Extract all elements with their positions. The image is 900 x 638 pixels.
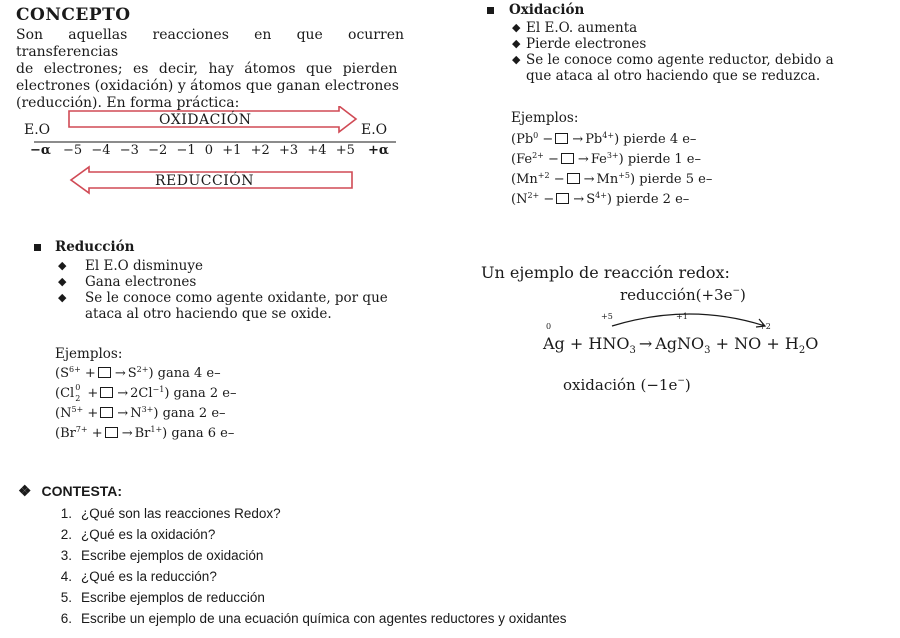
oxidacion-title: Oxidación: [509, 2, 585, 18]
four-diamond-icon: ❖: [18, 483, 32, 500]
oxidacion-scale-label: OXIDACIÓN: [159, 112, 252, 128]
scale-tick: −1: [176, 143, 196, 158]
questions-list: [46, 503, 567, 629]
reduccion-bullet: Se le conoce como agente oxidante, por que: [85, 290, 388, 306]
oxidacion-bullet: Se le conoce como agente reductor, debido a: [526, 52, 834, 68]
reduccion-curve-arrow: [600, 300, 780, 330]
reduccion-bullets: [58, 258, 448, 322]
ox-state-n-hno3: +5: [601, 312, 613, 321]
right-arrow-icon: →: [572, 132, 584, 147]
right-arrow-icon: →: [638, 334, 653, 353]
scale-tick: +3: [278, 143, 299, 158]
ox-state-ag-agno3: +1: [676, 312, 688, 321]
question-item: 3. Escribe ejemplos de oxidación: [60, 548, 264, 563]
reduccion-scale-label: REDUCCIÓN: [155, 173, 254, 189]
reduccion-ejemplos-title: Ejemplos:: [55, 346, 123, 362]
scale-tick: +5: [335, 143, 355, 158]
blank-box: [556, 193, 569, 204]
redox-example-title: Un ejemplo de reacción redox:: [481, 263, 730, 282]
blank-box: [567, 173, 580, 184]
blank-box: [100, 387, 113, 398]
scale-tick: 0: [204, 143, 214, 158]
minus-alpha-label: −α: [30, 143, 51, 158]
diamond-bullet-icon: ◆: [512, 37, 521, 50]
eo-right-label: E.O: [361, 122, 388, 138]
oxidacion-bullet-square: [487, 7, 494, 14]
right-arrow-icon: →: [117, 406, 129, 421]
oxidacion-example: ($N^{2+}$ − → $S^{4+}$) pierde 2 e–: [511, 191, 690, 207]
concepto-title: CONCEPTO: [16, 5, 131, 25]
plus-alpha-label: +α: [368, 143, 389, 158]
diamond-bullet-icon: ◆: [58, 291, 67, 304]
oxidacion-example: (Pb$^0$ − → $Pb^{4+}$) pierde 4 e–: [511, 131, 697, 147]
scale-tick: −4: [91, 143, 111, 158]
concepto-line-4: (reducción). En forma práctica:: [16, 95, 240, 111]
blank-box: [555, 133, 568, 144]
blank-box: [98, 367, 111, 378]
contesta-heading: [18, 482, 122, 500]
right-arrow-icon: →: [577, 152, 589, 167]
reduccion-title: Reducción: [55, 239, 135, 255]
right-arrow-icon: →: [114, 366, 126, 381]
blank-box: [561, 153, 574, 164]
oxidacion-bullets: [512, 20, 857, 84]
diamond-bullet-icon: ◆: [58, 259, 67, 272]
diamond-bullet-icon: ◆: [58, 275, 67, 288]
oxidacion-bullet: que ataca al otro haciendo que se reduzca.: [526, 68, 821, 84]
ox-state-ag: 0: [546, 322, 552, 331]
concepto-paragraph: [16, 27, 404, 112]
oxidacion-annotation: oxidación (−1e−): [563, 376, 691, 394]
diamond-bullet-icon: ◆: [512, 21, 521, 34]
blank-box: [100, 407, 113, 418]
oxidacion-example: ($Fe^{2+}$ − → $Fe^{3+}$) pierde 1 e–: [511, 151, 701, 167]
diamond-bullet-icon: ◆: [512, 53, 521, 66]
question-item: 2. ¿Qué es la oxidación?: [60, 527, 216, 542]
contesta-title: CONTESTA:: [41, 483, 123, 499]
reduccion-bullet: ataca al otro haciendo que se oxide.: [85, 306, 332, 322]
scale-tick: +4: [307, 143, 327, 158]
right-arrow-icon: →: [573, 192, 585, 207]
right-arrow-icon: →: [121, 426, 133, 441]
blank-box: [105, 427, 118, 438]
question-item: 4. ¿Qué es la reducción?: [60, 569, 217, 584]
reduccion-annotation: reducción(+3e−): [620, 286, 746, 304]
right-arrow-icon: →: [583, 172, 595, 187]
scale-tick: +2: [250, 143, 270, 158]
concepto-line-3: electrones (oxidación) y átomos que ganan electrones: [16, 78, 399, 94]
reduccion-bullet-square: [34, 244, 41, 251]
redox-equation: $Ag + HNO_3$ → AgNO$_3$ + NO + $H_2O$: [543, 334, 819, 356]
question-item: 6. Escribe un ejemplo de una ecuación química con agentes reductores y oxidantes: [60, 611, 567, 626]
reduccion-example: ($S^{6+}$ + → $S^{2+}$) gana 4 e–: [55, 365, 221, 381]
oxidacion-example: ($Mn^{+2}$ − → $Mn^{+5}$) pierde 5 e–: [511, 171, 713, 187]
reduccion-bullet: Gana electrones: [85, 274, 197, 290]
scale-tick: −3: [119, 143, 139, 158]
reduccion-example: ($N^{5+}$ + → $N^{3+}$) gana 2 e–: [55, 405, 226, 421]
reduccion-examples: [55, 362, 236, 442]
ox-state-n-no: +2: [759, 322, 771, 331]
reduccion-bullet: El E.O disminuye: [85, 258, 203, 274]
scale-tick: −2: [148, 143, 168, 158]
concepto-line-2: de electrones; es decir, hay átomos que pierden: [16, 61, 398, 77]
scale-tick: −5: [63, 143, 83, 158]
oxidacion-bullet: El E.O. aumenta: [526, 20, 638, 36]
reduccion-example: (Cl 0 2 + → $2Cl^{-1}$) gana 2 e–: [55, 383, 237, 403]
right-arrow-icon: →: [117, 386, 129, 401]
scale-tick: +1: [222, 143, 242, 158]
eo-scale-ticks: [63, 143, 355, 158]
question-item: 5. Escribe ejemplos de reducción: [60, 590, 265, 605]
question-item: 1. ¿Qué son las reacciones Redox?: [60, 506, 281, 521]
eo-left-label: E.O: [24, 122, 51, 138]
oxidacion-bullet: Pierde electrones: [526, 36, 647, 52]
oxidacion-examples: [511, 128, 712, 208]
concepto-line-1: Son aquellas reacciones en que ocurren transferencias: [16, 27, 404, 60]
reduccion-example: ($Br^{7+}$ + → $Br^{1+}$) gana 6 e–: [55, 425, 235, 441]
oxidacion-ejemplos-title: Ejemplos:: [511, 110, 579, 126]
reduccion-curve: [612, 314, 765, 326]
